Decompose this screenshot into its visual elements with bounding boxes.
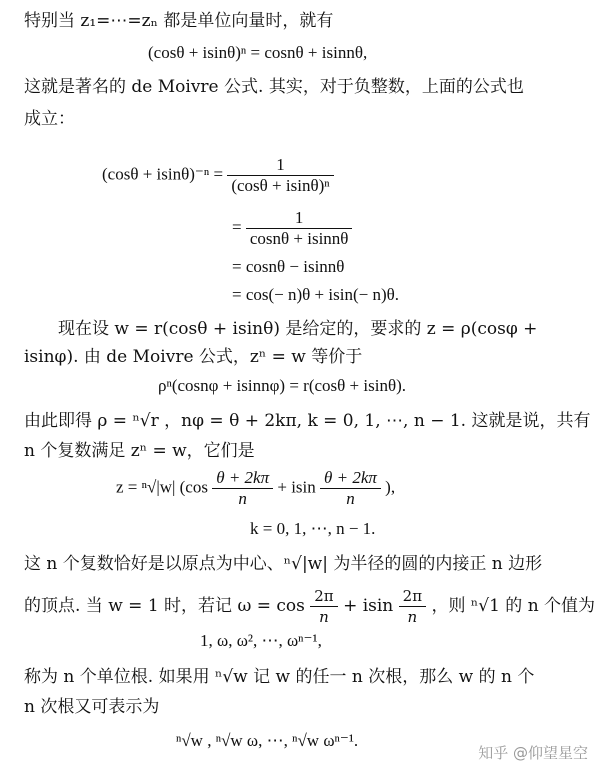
- equation-step-2: [232, 208, 352, 249]
- text-segment: 的顶点. 当 w = 1 时，若记 ω = cos: [24, 596, 305, 616]
- fraction: [212, 468, 273, 509]
- fraction-denominator: (cosθ + isinθ)ⁿ: [231, 176, 330, 195]
- fraction-denominator: n: [407, 608, 418, 626]
- fraction: [399, 586, 426, 627]
- equation-lhs: z = ⁿ√|w| (cos: [116, 477, 208, 497]
- fraction: [320, 468, 381, 509]
- fraction-numerator: 1: [227, 155, 333, 176]
- text-line-19: 称为 n 个单位根. 如果用 ⁿ√w 记 w 的任一 n 次根，那么 w 的 n 个: [24, 667, 535, 687]
- equation-rhs: ),: [385, 477, 396, 497]
- text-line-20: n 次根又可表示为: [24, 697, 160, 717]
- text-line-16: 这 n 个复数恰好是以原点为中心、ⁿ√|w| 为半径的圆的内接正 n 边形: [24, 554, 543, 574]
- fraction: [246, 208, 353, 249]
- text-line-4: 成立：: [24, 109, 75, 129]
- fraction-numerator: θ + 2kπ: [320, 468, 381, 489]
- fraction-denominator: n: [346, 489, 355, 508]
- text-line-17: [24, 586, 595, 627]
- text-line-1: 特别当 z₁=⋯=zₙ 都是单位向量时，就有: [24, 11, 334, 31]
- equation-k-range: k = 0, 1, ⋯, n − 1.: [250, 519, 376, 538]
- equation-nth-roots: ⁿ√w , ⁿ√w ω, ⋯, ⁿ√w ωⁿ⁻¹.: [176, 731, 359, 750]
- text-line-9: 现在设 w = r(cosθ + isinθ) 是给定的，要求的 z = ρ(cosφ +: [58, 319, 538, 339]
- equation-step-3: = cosnθ − isinnθ: [232, 257, 345, 276]
- watermark: 知乎 @仰望星空: [478, 744, 588, 762]
- equation-polar: ρⁿ(cosnφ + isinnφ) = r(cosθ + isinθ).: [158, 376, 407, 395]
- fraction-denominator: cosnθ + isinnθ: [249, 229, 349, 248]
- equation-negative-power: [102, 155, 334, 196]
- fraction: [310, 586, 337, 627]
- fraction-numerator: θ + 2kπ: [212, 468, 273, 489]
- equals-sign: =: [232, 217, 242, 237]
- text-segment: ，则 ⁿ√1 的 n 个值为: [431, 596, 596, 616]
- fraction: [227, 155, 333, 196]
- fraction-numerator: 2π: [399, 586, 426, 607]
- equation-de-moivre: (cosθ + isinθ)ⁿ = cosnθ + isinnθ,: [148, 43, 368, 62]
- equation-step-4: = cos(− n)θ + isin(− n)θ.: [232, 285, 400, 304]
- fraction-denominator: n: [238, 489, 247, 508]
- text-line-13: n 个复数满足 zⁿ = w，它们是: [24, 441, 255, 461]
- text-line-10: isinφ). 由 de Moivre 公式，zⁿ = w 等价于: [24, 347, 363, 367]
- fraction-numerator: 1: [246, 208, 353, 229]
- text-line-3: 这就是著名的 de Moivre 公式. 其实，对于负整数，上面的公式也: [24, 77, 524, 97]
- text-segment: + isin: [343, 596, 394, 616]
- equation-roots: [116, 468, 395, 509]
- equation-lhs: (cosθ + isinθ)⁻ⁿ =: [102, 164, 224, 184]
- equation-unit-roots: 1, ω, ω², ⋯, ωⁿ⁻¹,: [200, 631, 322, 650]
- equation-middle: + isin: [277, 477, 316, 497]
- fraction-numerator: 2π: [310, 586, 337, 607]
- fraction-denominator: n: [319, 608, 329, 626]
- text-line-12: 由此即得 ρ = ⁿ√r ，nφ = θ + 2kπ, k = 0, 1, ⋯, n − 1. 这就是说，共有: [24, 411, 591, 431]
